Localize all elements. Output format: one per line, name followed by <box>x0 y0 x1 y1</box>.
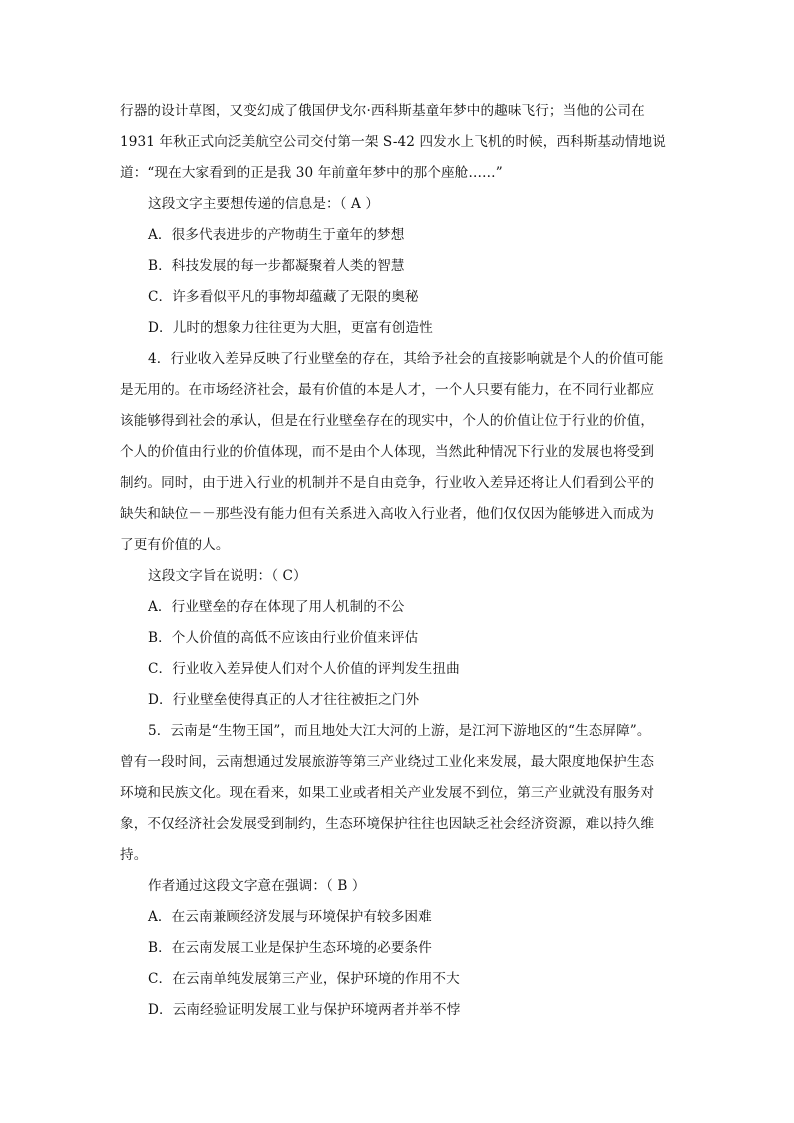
question-4-option-a: A．行业壁垒的存在体现了用人机制的不公 <box>148 599 405 615</box>
question-4-prompt: 这段文字旨在说明：（ C） <box>148 568 307 584</box>
passage-4-line-2: 是无用的。在市场经济社会，最有价值的本是人才，一个人只要有能力，在不同行业都应 <box>120 382 655 398</box>
question-4-option-b: B．个人价值的高低不应该由行业价值来评估 <box>148 630 419 646</box>
passage-4-line-5: 制约。同时，由于进入行业的机制并不是自由竞争，行业收入差异还将让人们看到公平的 <box>120 475 655 491</box>
passage-3-continuation-line-2: 1931 年秋正式向泛美航空公司交付第一架 S-42 四发水上飞机的时候，西科斯基动情地说 <box>120 134 666 150</box>
passage-4-line-4: 个人的价值由行业的价值体现，而不是由个人体现，当然此种情况下行业的发展也将受到 <box>120 444 655 460</box>
question-5-prompt: 作者通过这段文字意在强调：（ B ） <box>148 878 366 894</box>
passage-4-line-1: 4．行业收入差异反映了行业壁垒的存在，其给予社会的直接影响就是个人的价值可能 <box>148 351 664 367</box>
question-4-option-c: C．行业收入差异使人们对个人价值的评判发生扭曲 <box>148 661 460 677</box>
question-3-option-a: A．很多代表进步的产物萌生于童年的梦想 <box>148 227 405 243</box>
passage-5-line-4: 象，不仅经济社会发展受到制约，生态环境保护往往也因缺乏社会经济资源，难以持久维 <box>120 816 655 832</box>
question-3-option-b: B．科技发展的每一步都凝聚着人类的智慧 <box>148 258 405 274</box>
question-5-option-b: B．在云南发展工业是保护生态环境的必要条件 <box>148 940 432 956</box>
passage-5-line-2: 曾有一段时间，云南想通过发展旅游等第三产业绕过工业化来发展，最大限度地保护生态 <box>120 754 655 770</box>
question-3-prompt: 这段文字主要想传递的信息是：（ A ） <box>148 196 380 212</box>
question-3-option-c: C．许多看似平凡的事物却蕴藏了无限的奥秘 <box>148 289 419 305</box>
passage-5-line-5: 持。 <box>120 847 148 863</box>
question-5-option-d: D．云南经验证明发展工业与保护环境两者并举不悖 <box>148 1002 461 1018</box>
passage-4-line-3: 该能够得到社会的承认，但是在行业壁垒存在的现实中，个人的价值让位于行业的价值， <box>120 413 655 429</box>
passage-3-continuation-line-1: 行器的设计草图，又变幻成了俄国伊戈尔·西科斯基童年梦中的趣味飞行；当他的公司在 <box>120 103 645 119</box>
question-5-option-a: A．在云南兼顾经济发展与环境保护有较多困难 <box>148 909 432 925</box>
question-3-option-d: D．儿时的想象力往往更为大胆，更富有创造性 <box>148 320 433 336</box>
passage-5-line-1: 5．云南是“生物王国”，而且地处大江大河的上游，是江河下游地区的“生态屏障”。 <box>148 723 651 739</box>
passage-4-line-7: 了更有价值的人。 <box>120 537 230 553</box>
passage-3-continuation-line-3: 道：“现在大家看到的正是我 30 年前童年梦中的那个座舱……” <box>120 165 503 181</box>
passage-5-line-3: 环境和民族文化。现在看来，如果工业或者相关产业发展不到位，第三产业就没有服务对 <box>120 785 655 801</box>
document-page <box>120 96 680 1026</box>
question-4-option-d: D．行业壁垒使得真正的人才往往被拒之门外 <box>148 692 420 708</box>
passage-4-line-6: 缺失和缺位－－那些没有能力但有关系进入高收入行业者，他们仅仅因为能够进入而成为 <box>120 506 655 522</box>
question-5-option-c: C．在云南单纯发展第三产业，保护环境的作用不大 <box>148 971 460 987</box>
